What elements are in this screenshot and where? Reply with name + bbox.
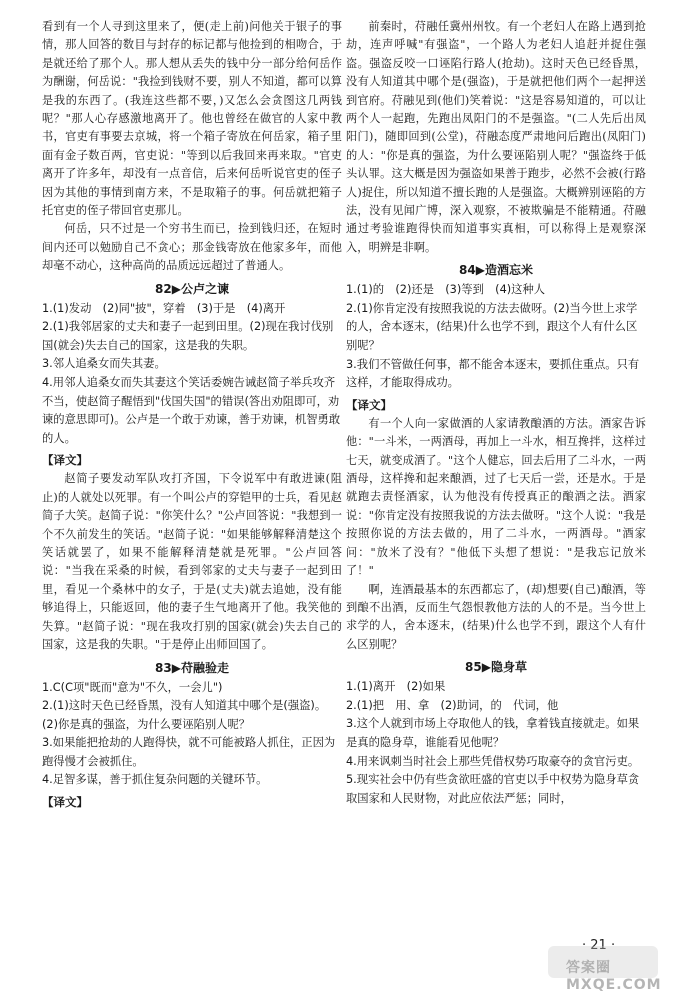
page-number: · 21 · [582, 938, 616, 953]
translation-paragraph: 赵简子要发动军队攻打齐国，下令说军中有敢进谏(阻止)的人就处以死罪。有一个叫公卢的穿铠甲的士兵，看见赵简子大笑。赵简子说："你笑什么？"公卢回答说："我想到一个不久前发生的笑话。"赵简子说："如果能够解释清楚这个笑话就罢了，如果不能解释清楚就是死罪。"公卢回答说："当我在采桑的时候，看到邻家的丈夫与妻子一起到田里，看见一个桑林中的女子，于是(丈夫)就去追她，没有能够追得上，只能返回，他的妻子生气地离开了他。我笑他的失算。"赵简子说："现在我攻打别的国家(就会)失去自己的国家，这是我的失职。"于是停止出师回国了。 [42, 472, 342, 652]
right-column [346, 18, 646, 808]
answer-item: 3.邻人追桑女而失其妻。 [42, 357, 166, 371]
translation-tag: 【译文】 [42, 453, 88, 468]
translation-tag: 【译文】 [346, 397, 392, 412]
answer-item: 1.(1)离开 (2)如果 [346, 680, 446, 694]
answer-item: 1.(1)发动 (2)同"披"，穿着 (3)于是 (4)离开 [42, 301, 286, 315]
answer-item: 1.C(C项"既而"意为"不久，一会儿") [42, 680, 223, 694]
answer-item: 4.用来讽刺当时社会上那些凭借权势巧取豪夺的贪官污吏。 [346, 754, 640, 768]
answer-item: 3.这个人就到市场上夺取他人的钱，拿着钱直接就走。如果是真的隐身草，谁能看见他呢？ [346, 717, 640, 749]
section-84-title: 84▶造酒忘米 [459, 263, 533, 278]
answer-item: 2.(1)这时天色已经昏黑，没有人知道其中哪个是(强盗)。(2)你是真的强盗，为什么要诬陷别人呢？ [42, 699, 327, 731]
watermark-text: 答案圈 MXQE.COM [566, 960, 662, 993]
translation-paragraph: 啊，连酒最基本的东西都忘了，(却)想要(自己)酿酒，等到酿不出酒，反而生气怨恨教他方法的人的不是。当今世上求学的人，舍本逐末，(结果)什么也学不到，跟这个人有什么区别呢？ [346, 582, 646, 651]
answer-item: 5.现实社会中仍有些贪欲旺盛的官吏以手中权势为隐身草贪取国家和人民财物，对此应依法严惩；同时， [346, 773, 640, 805]
answer-item: 4.用邻人追桑女而失其妻这个笑话委婉告诫赵简子举兵攻齐不当，使赵简子醒悟到"伐国失国"的错误(答出劝阻即可，劝谏的意思即可)。公卢是一个敢于劝谏，善于劝谏，机智勇敢的人。 [42, 376, 341, 445]
translation-tag: 【译文】 [42, 795, 88, 810]
section-82-title: 82▶公卢之谏 [155, 281, 229, 296]
answer-item: 3.如果能把抢劫的人跑得快，就不可能被路人抓住，正因为跑得慢才会被抓住。 [42, 736, 336, 768]
section-83-title: 83▶苻融验走 [155, 660, 229, 675]
intro-paragraph: 何岳，只不过是一个穷书生而已，捡到钱归还，在短时间内还可以勉励自己不贪心；那金钱寄放在他家多年，而他却毫不动心，这种高尚的品质远远超过了普通人。 [42, 222, 342, 273]
answer-item: 2.(1)把 用、拿 (2)助词，的 代词，他 [346, 698, 559, 712]
section-85-title: 85▶隐身草 [465, 660, 527, 675]
left-column [42, 18, 342, 812]
answer-item: 4.足智多谋，善于抓住复杂问题的关键环节。 [42, 773, 268, 787]
answer-item: 1.(1)的 (2)还是 (3)等到 (4)这种人 [346, 283, 546, 297]
answer-item: 2.(1)你肯定没有按照我说的方法去做呀。(2)当今世上求学的人，舍本逐末，(结果)什么也学不到，跟这个人有什么区别呢？ [346, 301, 638, 353]
intro-paragraph: 看到有一个人寻到这里来了，便(走上前)问他关于银子的事情，那人回答的数目与封存的标记都与他捡到的相吻合，于是就还给了那个人。那人想从丢失的钱中分一部分给何岳作为酬谢，何岳说："我捡到钱财不要，别人不知道，都可以算是我的东西了。(我连这些都不要，)又怎么会贪图这几两钱呢？"那人心存感激地离开了。他也曾经在做官的人家中教书，官吏有事要去京城，将一个箱子寄放在何岳家，箱子里面有金子数百两，官吏说："等到以后我回来再来取。"官吏离开了许多年，却没有一点音信，后来何岳听说官吏的侄子因为其他的事情到南方来，不是取箱子的事。何岳就把箱子托官吏的侄子带回官吏那儿。 [42, 20, 342, 218]
answer-item: 2.(1)我邻居家的丈夫和妻子一起到田里。(2)现在我讨伐别国(就会)失去自己的国家，这是我的失职。 [42, 320, 334, 352]
answer-item: 3.我们不管做任何事，都不能舍本逐末，要抓住重点。只有这样，才能取得成功。 [346, 357, 640, 390]
translation-paragraph: 有一个人向一家做酒的人家请教酿酒的方法。酒家告诉他："一斗米，一两酒母，再加上一斗水，相互搀拌，这样过七天，就变成酒了。"这个人健忘，回去后用了二斗水，一两酒母，这样搀和起来酿酒，过了七天后一尝，还是水。于是就跑去责怪酒家，认为他没有传授真正的酿酒之法。酒家说："你肯定没有按照我说的方法去做呀。"这个人说："我是按照你说的方法去做的，用了二斗水，一两酒母。"酒家问："放米了没有？"他低下头想了想说："是我忘记放米了！" [346, 416, 646, 578]
translation-paragraph: 前秦时，苻融任冀州州牧。有一个老妇人在路上遇到抢劫，连声呼喊"有强盗"，一个路人为老妇人追赶并捉住强盗。强盗反咬一口诬陷行路人(抢劫)。这时天色已经昏黑，没有人知道其中哪个是(强盗)，于是就把他们两个一起押送到官府。苻融见到(他们)笑着说："这是容易知道的，可以让两个人一起跑，先跑出凤阳门的不是强盗。"(二人先后出凤阳门)，随即回到(公堂)，苻融态度严肃地问后跑出(凤阳门)的人："你是真的强盗，为什么要诬陷别人呢？"强盗终于低头认罪。这大概是因为强盗如果善于跑步，必然不会被(行路人)捉住，所以知道不擅长跑的人是强盗。大概辨别诬陷的方法，没有见闻广博，深入观察，不被欺骗是不能精通。苻融通过考验谁跑得快而知道事实真相，可以称得上是观察深入，明辨是非啊。 [346, 20, 646, 254]
